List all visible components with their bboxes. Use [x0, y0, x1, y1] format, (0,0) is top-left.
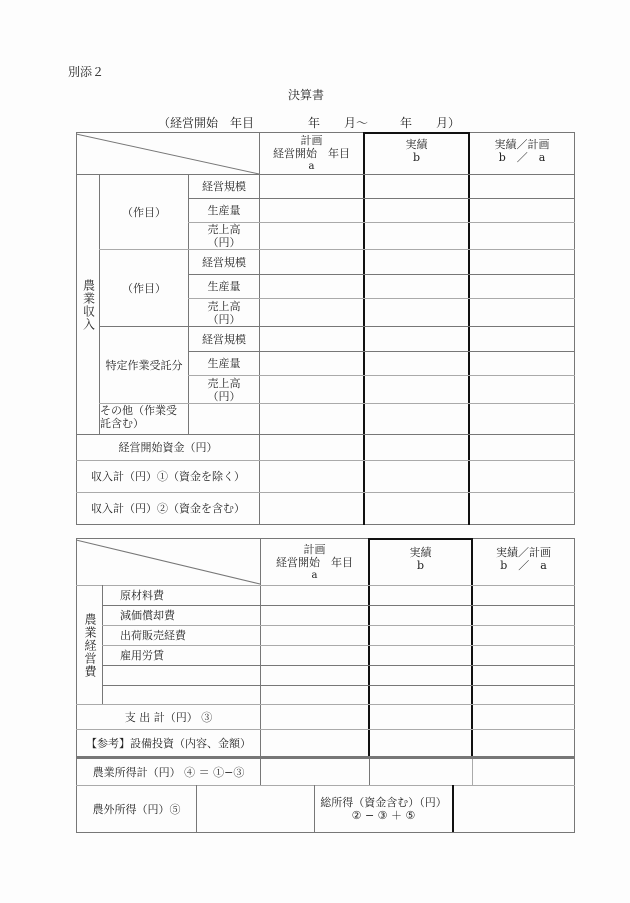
document-title: 決算書: [288, 88, 325, 102]
crop-1-sales: 売上高 （円）: [207, 223, 241, 249]
col-line: [196, 785, 197, 832]
expense-item-shipping: 出荷販売経費: [120, 629, 186, 642]
crop-2-scale: 経営規模: [202, 255, 246, 269]
actual-header: 実績 b: [405, 138, 428, 164]
crop-1-scale: 経営規模: [202, 180, 246, 193]
ratio-header: 実績／計画 b ／ a: [494, 138, 550, 164]
plan-header: 計画 経営開始 年目 a: [273, 134, 350, 172]
plan-header-2: 計画 経営開始 年目 a: [276, 542, 353, 581]
col-line: [452, 785, 454, 832]
farm-income-total-label: 農業所得計（円） ④ ＝ ①−③: [92, 765, 245, 779]
expense-item-depreciation: 減価償却費: [120, 609, 175, 622]
group-label-farm-expense: 農業経営費: [83, 612, 97, 678]
period-from: 年 月～: [308, 116, 369, 130]
specific-work-production: 生産量: [207, 357, 241, 370]
col-line: [369, 757, 370, 785]
crop-1-name: （作目）: [122, 205, 166, 219]
attachment-label: 別添２: [68, 65, 105, 79]
row-line: [102, 665, 575, 666]
other-income-label: その他（作業受 託含む）: [100, 404, 177, 430]
income-total-1-label: 収入計（円）①（資金を除く）: [91, 470, 245, 483]
start-fund-label: 経営開始資金（円）: [118, 441, 218, 454]
specific-work-name: 特定作業受託分: [105, 358, 183, 372]
group-label-farm-income: 農業収入: [81, 278, 96, 331]
crop-2-name: （作目）: [122, 281, 166, 295]
actual-col-left: [363, 132, 365, 525]
actual-col-right: [468, 132, 470, 525]
ratio-header-2: 実績／計画 b ／ a: [496, 546, 551, 572]
income-total-2-label: 収入計（円）②（資金を含む）: [91, 502, 245, 515]
specific-work-scale: 経営規模: [202, 332, 246, 346]
period-to: 年 月）: [400, 116, 461, 130]
header-diagonal: [76, 538, 261, 585]
total-income-label: 総所得（資金含む）（円） ② − ③ ＋ ⑤: [320, 796, 447, 822]
crop-2-sales: 売上高 （円）: [207, 299, 241, 326]
expense-item-materials: 原材料費: [120, 589, 164, 602]
crop-1-production: 生産量: [207, 204, 241, 217]
expense-item-labor: 雇用労賃: [120, 649, 164, 662]
expense-total-label: 支 出 計（円） ③: [124, 710, 213, 724]
crop-2-production: 生産量: [207, 280, 241, 293]
specific-work-sales: 売上高 （円）: [207, 376, 241, 403]
row-line: [102, 685, 575, 686]
col-line: [259, 132, 260, 525]
reference-investment-label: 【参考】設備投資（内容、金額）: [86, 736, 251, 750]
non-farm-income-label: 農外所得（円）⑤: [92, 802, 181, 816]
col-line: [472, 757, 473, 785]
header-diagonal: [76, 132, 260, 175]
period-prefix: （経営開始 年目: [158, 116, 255, 130]
actual-header-2: 実績 b: [409, 546, 432, 572]
